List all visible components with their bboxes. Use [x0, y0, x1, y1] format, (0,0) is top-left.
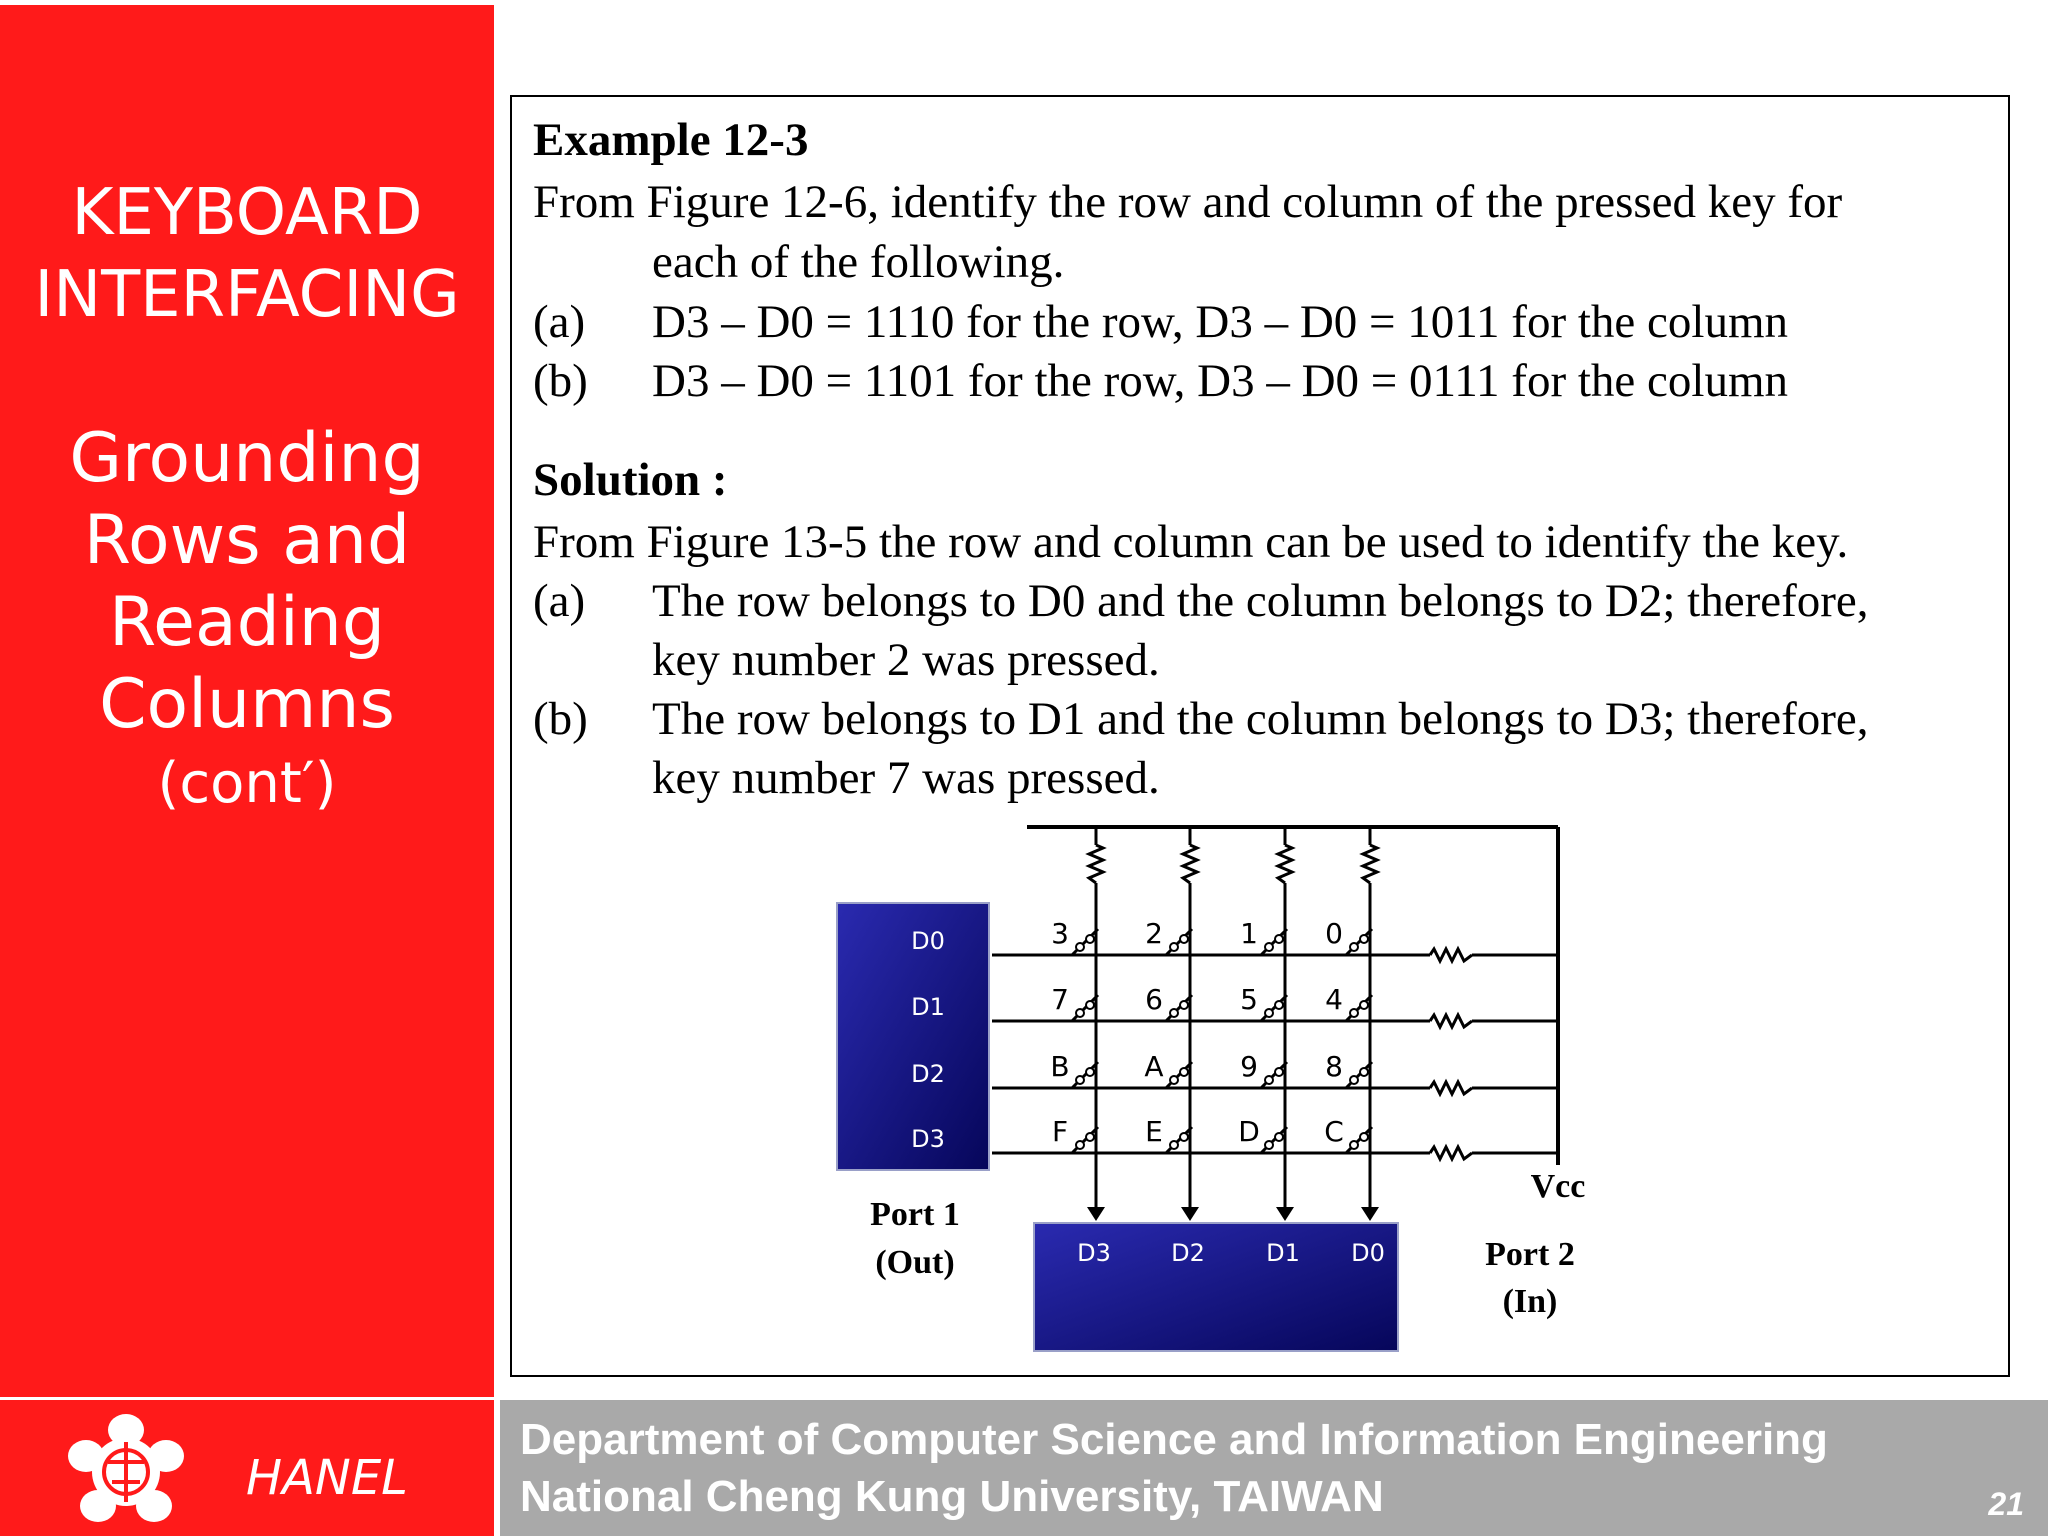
key-switch-contact [1275, 1133, 1283, 1141]
column-arrow [1181, 1207, 1199, 1221]
key-switch-line [1072, 1127, 1098, 1153]
key-switch-contact [1180, 1133, 1188, 1141]
column-arrow [1276, 1207, 1294, 1221]
row-resistor [1430, 1015, 1472, 1027]
key-switch-line [1072, 1062, 1098, 1088]
key-switch-contact [1360, 1068, 1368, 1076]
slide-subtitle-line4: Columns [99, 665, 395, 744]
port1-pin-label: D2 [911, 1060, 945, 1088]
key-switch-contact [1170, 1009, 1178, 1017]
key-label-5: 5 [1240, 983, 1258, 1016]
example-b-label: (b) [533, 355, 588, 407]
key-switch-line [1261, 1127, 1287, 1153]
key-switch-line [1166, 1062, 1192, 1088]
key-label-1: 1 [1240, 917, 1258, 950]
key-label-7: 7 [1051, 983, 1069, 1016]
key-label-6: 6 [1145, 983, 1163, 1016]
key-switch-contact [1360, 1133, 1368, 1141]
key-switch-contact [1265, 943, 1273, 951]
example-intro-line1: From Figure 12-6, identify the row and column of the pressed key for [533, 176, 1843, 228]
key-switch-contact [1180, 1068, 1188, 1076]
row-resistor [1430, 1082, 1472, 1094]
key-switch-contact [1170, 1076, 1178, 1084]
port2-label-line1: Port 2 [1485, 1236, 1575, 1273]
example-intro-line2: each of the following. [652, 236, 1065, 288]
key-switch-contact [1076, 1141, 1084, 1149]
key-label-9: 9 [1240, 1050, 1258, 1083]
key-label-E: E [1145, 1115, 1163, 1148]
key-label-4: 4 [1325, 983, 1343, 1016]
key-label-2: 2 [1145, 917, 1163, 950]
key-switch-line [1166, 1127, 1192, 1153]
key-switch-contact [1350, 1076, 1358, 1084]
key-switch-contact [1275, 935, 1283, 943]
key-label-A: A [1144, 1050, 1164, 1083]
key-switch-contact [1360, 935, 1368, 943]
slide-subtitle-line3: Reading [108, 583, 386, 662]
key-switch-line [1261, 995, 1287, 1021]
key-switch-contact [1170, 1141, 1178, 1149]
row-resistor [1430, 1147, 1472, 1159]
solution-b-label: (b) [533, 693, 588, 745]
key-switch-contact [1275, 1068, 1283, 1076]
key-switch-contact [1350, 943, 1358, 951]
key-switch-contact [1350, 1141, 1358, 1149]
key-switch-contact [1086, 1068, 1094, 1076]
slide-title-line1: KEYBOARD [71, 176, 423, 250]
key-switch-contact [1265, 1141, 1273, 1149]
column-resistor [1089, 845, 1103, 883]
solution-a-line1: The row belongs to D0 and the column belongs to D2; therefore, [652, 575, 1869, 627]
key-switch-line [1346, 1127, 1372, 1153]
port1-pin-label: D3 [911, 1125, 945, 1153]
solution-a-line2: key number 2 was pressed. [652, 634, 1160, 686]
row-resistor [1430, 949, 1472, 961]
slide-title [0, 172, 494, 336]
port1-label-line2: (Out) [875, 1244, 955, 1281]
key-switch-contact [1076, 1076, 1084, 1084]
key-switch-contact [1086, 935, 1094, 943]
key-label-8: 8 [1325, 1050, 1343, 1083]
key-switch-line [1346, 929, 1372, 955]
example-b-text: D3 – D0 = 1101 for the row, D3 – D0 = 0111 for the column [652, 355, 1789, 407]
column-resistor [1363, 845, 1377, 883]
author-label: HANEL [246, 1450, 408, 1506]
key-label-C: C [1324, 1115, 1344, 1148]
department-line: Department of Computer Science and Information Engineering [520, 1415, 1828, 1464]
key-switch-contact [1086, 1133, 1094, 1141]
page-number: 21 [1988, 1486, 2024, 1522]
key-switch-contact [1360, 1001, 1368, 1009]
key-switch-contact [1180, 935, 1188, 943]
example-heading: Example 12-3 [533, 114, 809, 166]
key-switch-contact [1275, 1001, 1283, 1009]
port2-pin-label: D1 [1266, 1239, 1300, 1267]
solution-b-line2: key number 7 was pressed. [652, 752, 1160, 804]
key-label-3: 3 [1051, 917, 1069, 950]
key-label-F: F [1051, 1115, 1069, 1148]
key-switch-contact [1076, 1009, 1084, 1017]
slide-title-line2: INTERFACING [34, 258, 460, 332]
port2-pin-label: D0 [1351, 1239, 1385, 1267]
key-label-0: 0 [1325, 917, 1343, 950]
column-resistor [1183, 845, 1197, 883]
key-switch-line [1072, 929, 1098, 955]
slide-subtitle-line2: Rows and [83, 501, 411, 580]
key-switch-contact [1350, 1009, 1358, 1017]
key-label-D: D [1238, 1115, 1260, 1148]
column-arrow [1361, 1207, 1379, 1221]
keyboard-matrix-diagram [820, 815, 1620, 1360]
key-switch-contact [1265, 1076, 1273, 1084]
column-arrow [1087, 1207, 1105, 1221]
key-switch-line [1346, 995, 1372, 1021]
example-a-label: (a) [533, 296, 586, 348]
key-switch-line [1166, 929, 1192, 955]
slide-subtitle-line1: Grounding [69, 419, 425, 498]
solution-a-label: (a) [533, 575, 586, 627]
university-logo-icon [56, 1412, 196, 1530]
solution-intro: From Figure 13-5 the row and column can be used to identify the key. [533, 516, 1849, 568]
key-switch-line [1072, 995, 1098, 1021]
key-label-B: B [1050, 1050, 1070, 1083]
example-a-text: D3 – D0 = 1110 for the row, D3 – D0 = 1011 for the column [652, 296, 1789, 348]
key-switch-line [1261, 1062, 1287, 1088]
column-resistor [1278, 845, 1292, 883]
port2-label-line2: (In) [1502, 1283, 1558, 1320]
key-switch-contact [1170, 943, 1178, 951]
slide-subtitle [0, 418, 494, 822]
key-switch-line [1166, 995, 1192, 1021]
key-switch-contact [1180, 1001, 1188, 1009]
port2-pin-label: D3 [1077, 1239, 1111, 1267]
key-switch-line [1261, 929, 1287, 955]
port1-label-line1: Port 1 [870, 1196, 960, 1233]
key-switch-line [1346, 1062, 1372, 1088]
university-line: National Cheng Kung University, TAIWAN [520, 1472, 1384, 1521]
solution-heading: Solution : [533, 454, 728, 506]
port1-pin-label: D0 [911, 927, 945, 955]
slide-subtitle-line5: (cont′) [157, 751, 337, 816]
port2-pin-label: D2 [1171, 1239, 1205, 1267]
solution-b-line1: The row belongs to D1 and the column belongs to D3; therefore, [652, 693, 1869, 745]
port1-pin-label: D1 [911, 993, 945, 1021]
vcc-label: Vcc [1530, 1168, 1586, 1205]
key-switch-contact [1076, 943, 1084, 951]
key-switch-contact [1265, 1009, 1273, 1017]
key-switch-contact [1086, 1001, 1094, 1009]
